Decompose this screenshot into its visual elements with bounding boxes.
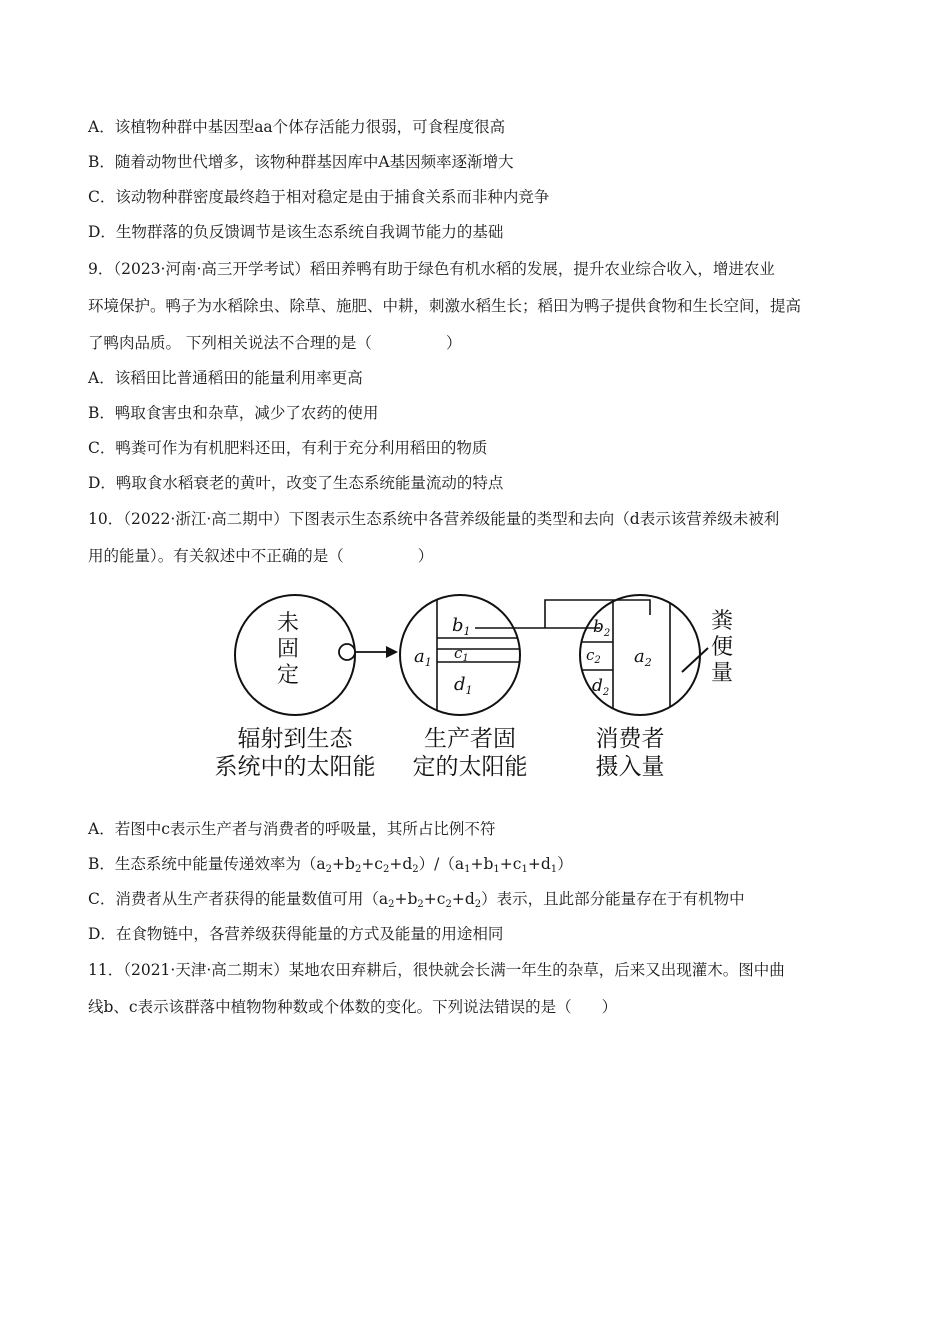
q10-c-tail: ）表示，且此部分能量存在于有机物中 <box>481 890 745 908</box>
unfixed-label-3: 定 <box>276 663 300 688</box>
energy-flow-diagram <box>200 590 760 790</box>
q9-option-c: C．鸭粪可作为有机肥料还田，有利于充分利用稻田的物质 <box>88 439 488 457</box>
sub-c1: 1 <box>521 864 528 875</box>
sun-caption-2: 系统中的太阳能 <box>214 754 376 780</box>
producer-caption-1: 生产者固 <box>424 726 516 752</box>
q10-b-plus-b: +b <box>332 855 355 873</box>
sub-b2c: 2 <box>417 899 424 910</box>
q11-stem-line1: 11．（2021·天津·高二期末）某地农田弃耕后，很快就会长满一年生的杂草，后来又出现灌木。图中曲 <box>88 961 785 979</box>
producer-caption-2: 定的太阳能 <box>412 754 528 780</box>
q9-stem-close: ） <box>445 334 462 352</box>
consumer-caption-1: 消费者 <box>595 726 665 752</box>
sub-c2c: 2 <box>445 899 452 910</box>
q10-b-plus-d1: +d <box>527 855 551 873</box>
sub-d2: 2 <box>412 864 419 875</box>
q10-option-d: D．在食物链中，各营养级获得能量的方式及能量的用途相同 <box>88 925 504 943</box>
producer-d1: $d_1$ <box>454 674 473 697</box>
q11-stem-close: ） <box>601 998 618 1016</box>
consumer-caption-2: 摄入量 <box>595 754 665 780</box>
q10-b-plus-b1: +b <box>470 855 494 873</box>
q10-b-plus-d: +d <box>389 855 413 873</box>
producer-b1: $b_1$ <box>452 615 471 638</box>
feces-label-2: 便 <box>710 635 734 660</box>
q9-stem-line1: 9．（2023·河南·高三开学考试）稻田养鸭有助于绿色有机水稻的发展，提升农业综合收入，增进农业 <box>88 260 775 278</box>
sub-c2: 2 <box>382 864 390 875</box>
producer-c1: $c_1$ <box>454 644 469 664</box>
sun-caption-1: 辐射到生态 <box>237 726 353 752</box>
q8-option-d: D．生物群落的负反馈调节是该生态系统自我调节能力的基础 <box>88 223 504 241</box>
q10-stem-line2 <box>88 546 433 566</box>
q10-c-plus-c: +c <box>423 890 446 908</box>
q10-c-text: C．消费者从生产者获得的能量数值可用（a <box>88 890 389 908</box>
q10-stem-line1: 10．（2022·浙江·高二期中）下图表示生态系统中各营养级能量的类型和去向（d表示该营养级未被利 <box>88 510 780 528</box>
q9-option-a: A．该稻田比普通稻田的能量利用率更高 <box>88 369 363 387</box>
q10-option-b <box>88 854 573 874</box>
q10-option-a: A．若图中c表示生产者与消费者的呼吸量，其所占比例不符 <box>88 820 496 838</box>
q9-stem-text: 了鸭肉品质。 下列相关说法不合理的是（ <box>88 334 372 352</box>
q11-stem-line2 <box>88 997 617 1017</box>
arrow-origin-circle <box>339 644 355 660</box>
q10-option-c <box>88 889 745 909</box>
sub-a2c: 2 <box>388 899 395 910</box>
q10-b-plus-c: +c <box>361 855 383 873</box>
unfixed-label-1: 未 <box>276 611 300 636</box>
q11-stem-text: 线b、c表示该群落中植物物种数或个体数的变化。下列说法错误的是（ <box>88 998 572 1016</box>
flow-arrow-head <box>386 646 398 658</box>
q9-option-b: B．鸭取食害虫和杂草，减少了农药的使用 <box>88 404 379 422</box>
feces-label-3: 量 <box>710 661 734 686</box>
feces-pointer <box>682 648 708 672</box>
q10-stem-close: ） <box>417 547 434 565</box>
q10-b-divide: ）/（a <box>418 855 465 873</box>
sub-a2: 2 <box>325 864 333 875</box>
q9-stem-line2: 环境保护。鸭子为水稻除虫、除草、施肥、中耕，刺激水稻生长；稻田为鸭子提供食物和生长空间，提高 <box>88 297 802 315</box>
sub-a1: 1 <box>464 864 471 875</box>
consumer-c2: $c_2$ <box>586 646 601 666</box>
consumer-a2: $a_2$ <box>634 646 652 669</box>
consumer-d2: $d_2$ <box>592 676 610 698</box>
feces-label-1: 粪 <box>710 609 734 634</box>
sub-b2: 2 <box>354 864 362 875</box>
consumer-b2: $b_2$ <box>593 617 611 639</box>
q10-c-plus-d: +d <box>451 890 475 908</box>
q10-c-plus-b: +b <box>394 890 418 908</box>
sub-b1: 1 <box>493 864 500 875</box>
q8-option-c: C．该动物种群密度最终趋于相对稳定是由于捕食关系而非种内竞争 <box>88 188 550 206</box>
sub-d1: 1 <box>550 864 558 875</box>
q9-option-d: D．鸭取食水稻衰老的黄叶，改变了生态系统能量流动的特点 <box>88 474 504 492</box>
unfixed-label-2: 固 <box>276 637 300 662</box>
q9-stem-line3 <box>88 333 461 353</box>
sub-d2c: 2 <box>474 899 482 910</box>
q10-stem-text: 用的能量）。有关叙述中不正确的是（ <box>88 547 344 565</box>
q10-b-text: B．生态系统中能量传递效率为（a <box>88 855 326 873</box>
q8-option-b: B．随着动物世代增多，该物种群基因库中A基因频率逐渐增大 <box>88 153 514 171</box>
q8-option-a: A．该植物种群中基因型aa个体存活能力很弱，可食程度很高 <box>88 118 506 136</box>
q10-b-close: ） <box>557 855 573 873</box>
q10-b-plus-c1: +c <box>499 855 522 873</box>
producer-a1: $a_1$ <box>414 646 432 669</box>
